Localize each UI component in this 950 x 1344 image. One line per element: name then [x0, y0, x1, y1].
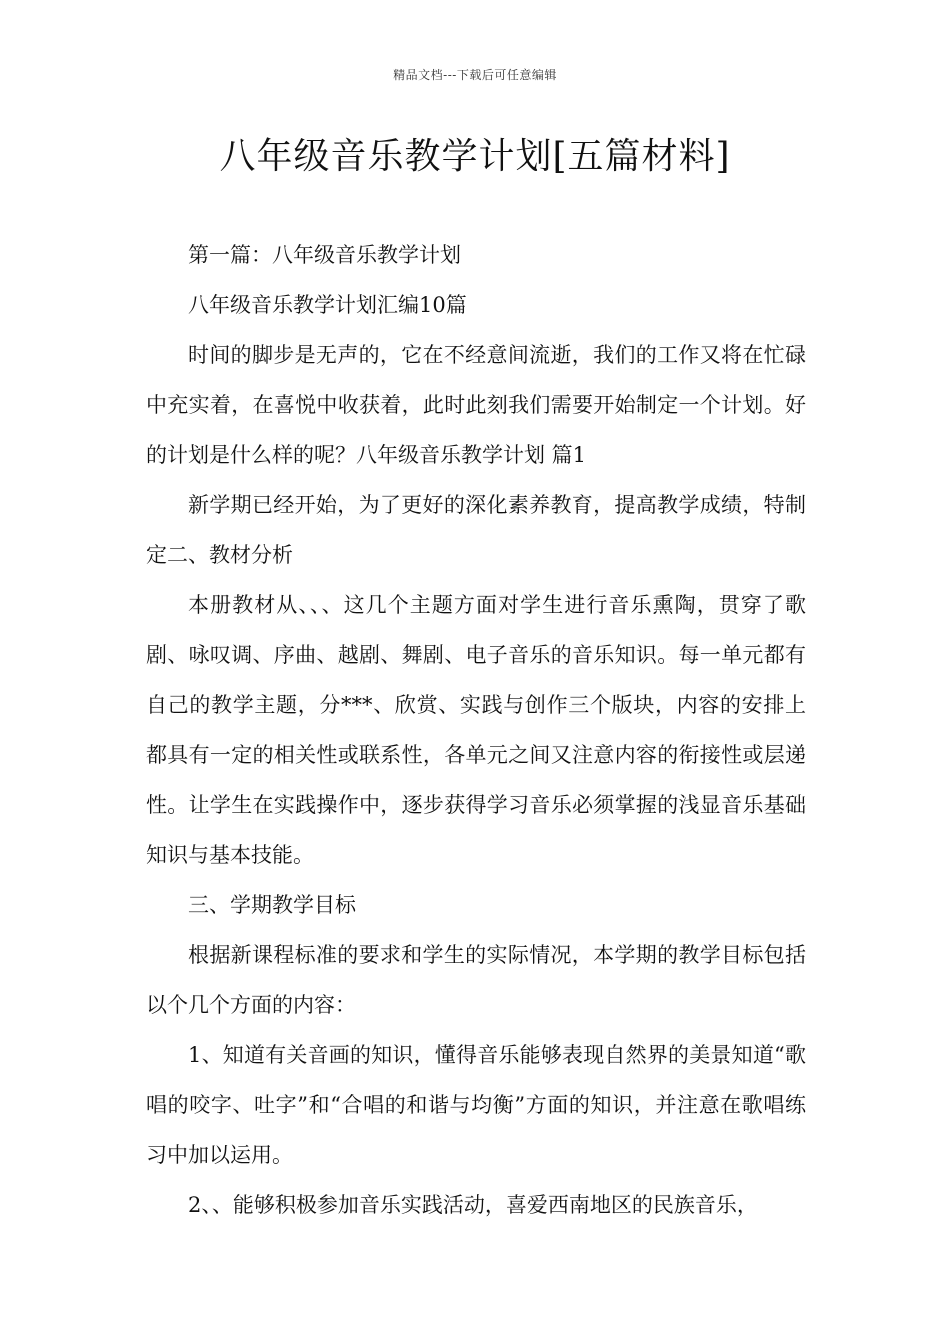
paragraph: 2、、能够积极参加音乐实践活动，喜爱西南地区的民族音乐， [188, 1193, 758, 1217]
document-body [146, 230, 806, 1230]
document-title: 八年级音乐教学计划[五篇材料] [219, 136, 731, 177]
paragraph: 三、学期教学目标 [188, 893, 356, 917]
header-note: 精品文档---下载后可任意编辑 [393, 68, 557, 82]
paragraph: 新学期已经开始，为了更好的深化素养教育，提高教学成绩，特制定二、教材分析 [146, 493, 806, 567]
paragraph: 第一篇：八年级音乐教学计划 [188, 243, 461, 267]
paragraph: 八年级音乐教学计划汇编10篇 [188, 293, 467, 317]
paragraph: 1、知道有关音画的知识，懂得音乐能够表现自然界的美景知道“歌唱的咬字、吐字”和“合唱的和谐与均衡”方面的知识，并注意在歌唱练习中加以运用。 [146, 1043, 806, 1167]
paragraph: 根据新课程标准的要求和学生的实际情况，本学期的教学目标包括以个几个方面的内容： [146, 943, 806, 1017]
paragraph: 本册教材从、、、这几个主题方面对学生进行音乐熏陶，贯穿了歌剧、咏叹调、序曲、越剧、舞剧、电子音乐的音乐知识。每一单元都有自己的教学主题，分***、欣赏、实践与创作三个版块，内容的安排上都具有一定的相关性或联系性，各单元之间又注意内容的衔接性或层递性。让学生在实践操作中，逐步获得学习音乐必须掌握的浅显音乐基础知识与基本技能。 [146, 593, 806, 867]
paragraph: 时间的脚步是无声的，它在不经意间流逝，我们的工作又将在忙碌中充实着，在喜悦中收获着，此时此刻我们需要开始制定一个计划。好的计划是什么样的呢？八年级音乐教学计划 篇1 [146, 343, 806, 467]
